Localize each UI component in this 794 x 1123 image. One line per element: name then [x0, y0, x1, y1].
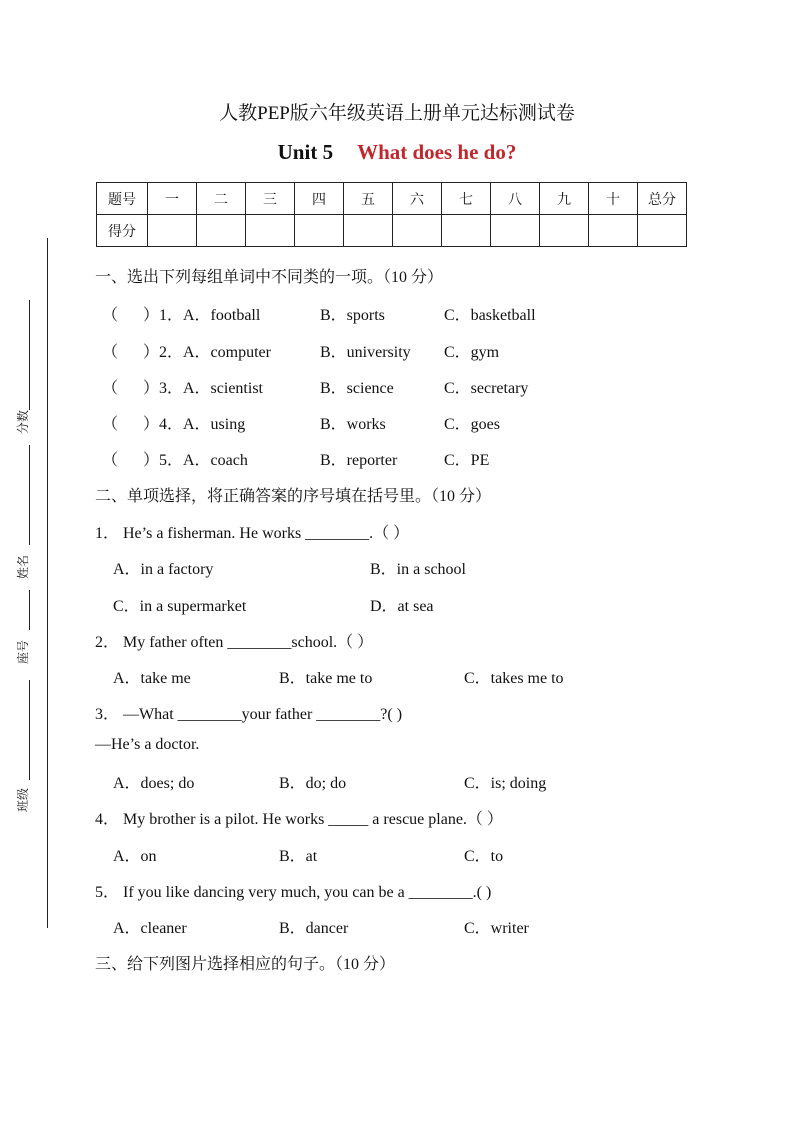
- score-input-cell[interactable]: [393, 215, 442, 247]
- score-cell: 六: [393, 183, 442, 215]
- section-2-heading: 二、单项选择，将正确答案的序号填在括号里。（10 分）: [95, 488, 492, 505]
- score-cell: 二: [197, 183, 246, 215]
- dialogue-reply: —He’s a doctor.: [95, 736, 200, 753]
- unit-heading: [0, 140, 794, 165]
- score-cell: 三: [246, 183, 295, 215]
- sidebar-label-seat: 座号: [16, 639, 30, 664]
- item-option-b: B．sports: [320, 307, 385, 324]
- fill-line: [29, 300, 30, 410]
- question-stem: 4． My brother is a pilot. He works _____ a rescue plane.（ ）: [95, 811, 503, 828]
- item-option-a: ）5．A．coach: [143, 452, 248, 469]
- score-entry-row: [97, 215, 687, 247]
- sidebar-label-name: 姓名: [16, 554, 30, 579]
- answer-paren[interactable]: （: [102, 416, 119, 433]
- score-input-cell[interactable]: [197, 215, 246, 247]
- option-a: A．take me: [113, 670, 191, 687]
- item-option-c: C．basketball: [444, 307, 536, 324]
- section-1-heading: 一、选出下列每组单词中不同类的一项。（10 分）: [95, 269, 444, 286]
- exam-title: 人教PEP版六年级英语上册单元达标测试卷: [219, 103, 575, 124]
- score-cell: 九: [540, 183, 589, 215]
- option-a: A．in a factory: [113, 561, 214, 578]
- answer-paren[interactable]: （: [102, 344, 119, 361]
- question-stem: 5． If you like dancing very much, you can be a ________.( ): [95, 884, 492, 901]
- score-table: [96, 182, 687, 247]
- option-c: C．in a supermarket: [113, 598, 247, 615]
- score-cell: 七: [442, 183, 491, 215]
- option-a: A．on: [113, 848, 157, 865]
- item-option-c: C．PE: [444, 452, 490, 469]
- score-input-cell[interactable]: [540, 215, 589, 247]
- score-input-cell[interactable]: [295, 215, 344, 247]
- answer-paren[interactable]: （: [102, 452, 119, 469]
- item-option-b: B．reporter: [320, 452, 398, 469]
- option-b: B．take me to: [279, 670, 373, 687]
- score-cell: 一: [148, 183, 197, 215]
- option-b: B．in a school: [370, 561, 466, 578]
- fill-line: [29, 590, 30, 630]
- item-option-a: ）4．A．using: [143, 416, 246, 433]
- score-cell: 四: [295, 183, 344, 215]
- item-option-b: B．works: [320, 416, 386, 433]
- answer-paren[interactable]: （: [102, 380, 119, 397]
- score-input-cell[interactable]: [589, 215, 638, 247]
- item-option-b: B．science: [320, 380, 394, 397]
- option-a: A．does; do: [113, 775, 195, 792]
- score-input-cell[interactable]: [148, 215, 197, 247]
- item-option-b: B．university: [320, 344, 411, 361]
- item-option-a: ）2．A．computer: [143, 344, 271, 361]
- answer-paren[interactable]: （: [102, 307, 119, 324]
- option-c: C．takes me to: [464, 670, 564, 687]
- unit-label: Unit 5: [277, 140, 334, 164]
- score-input-cell[interactable]: [344, 215, 393, 247]
- question-stem: 2． My father often ________school.（ ）: [95, 634, 374, 651]
- score-cell: 题号: [97, 183, 148, 215]
- option-d: D．at sea: [370, 598, 434, 615]
- score-input-cell[interactable]: [246, 215, 295, 247]
- score-row-label: 得分: [97, 215, 148, 247]
- option-c: C．writer: [464, 920, 529, 937]
- score-cell: 八: [491, 183, 540, 215]
- sidebar-label-class: 班级: [16, 787, 30, 812]
- question-stem: 1． He’s a fisherman. He works ________.（ ）: [95, 525, 410, 542]
- question-stem: 3． —What ________your father ________?( ): [95, 706, 403, 723]
- score-cell: 十: [589, 183, 638, 215]
- score-header-row: [97, 183, 687, 215]
- item-option-a: ）1．A．football: [143, 307, 261, 324]
- fill-line: [29, 680, 30, 780]
- option-b: B．dancer: [279, 920, 349, 937]
- score-cell: 总分: [638, 183, 687, 215]
- score-cell: 五: [344, 183, 393, 215]
- item-option-c: C．gym: [444, 344, 500, 361]
- fill-line: [29, 445, 30, 545]
- score-input-cell[interactable]: [491, 215, 540, 247]
- item-option-c: C．secretary: [444, 380, 529, 397]
- option-c: C．to: [464, 848, 504, 865]
- score-input-cell[interactable]: [442, 215, 491, 247]
- option-b: B．do; do: [279, 775, 347, 792]
- score-input-cell[interactable]: [638, 215, 687, 247]
- option-b: B．at: [279, 848, 318, 865]
- option-c: C．is; doing: [464, 775, 547, 792]
- option-a: A．cleaner: [113, 920, 187, 937]
- unit-title: What does he do?: [357, 140, 517, 164]
- item-option-c: C．goes: [444, 416, 501, 433]
- item-option-a: ）3．A．scientist: [143, 380, 263, 397]
- sidebar-label-score: 分数: [16, 409, 30, 434]
- section-3-heading: 三、给下列图片选择相应的句子。（10 分）: [95, 956, 396, 973]
- binding-line: [47, 238, 48, 928]
